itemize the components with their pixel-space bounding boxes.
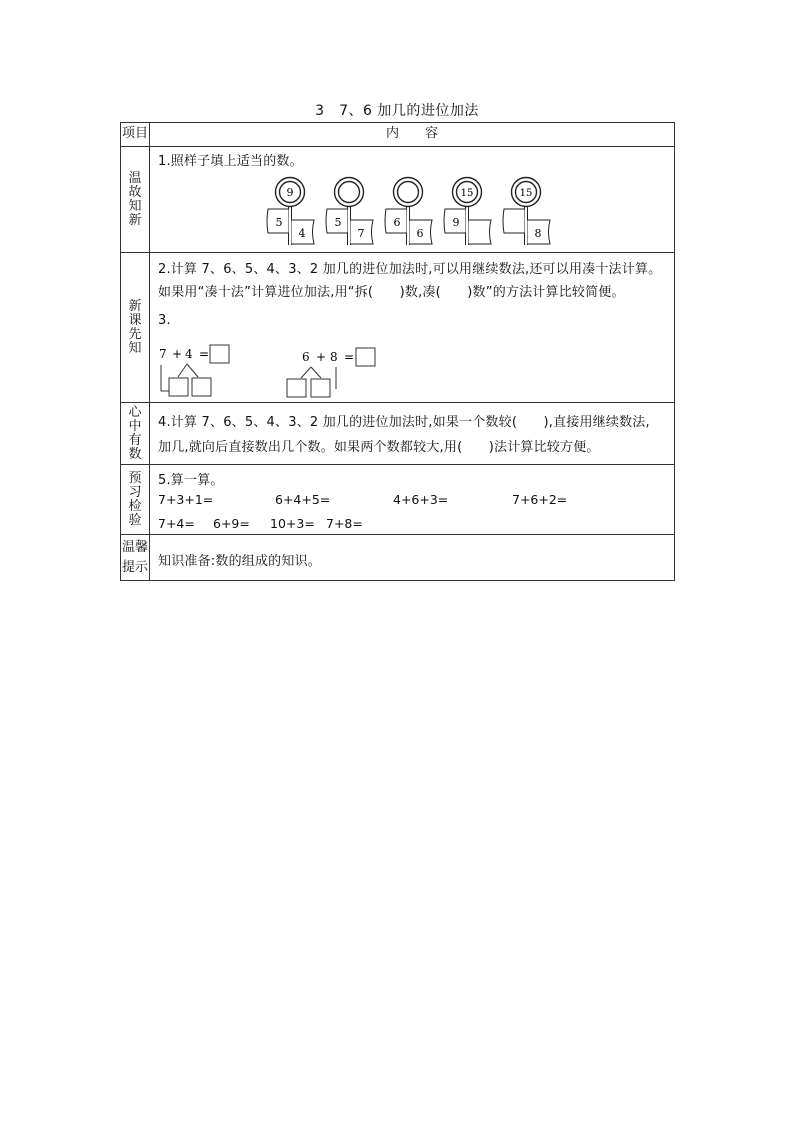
calc-2-3: 10+3= [270,516,315,531]
eq1-eq: = [199,347,210,361]
eq1-answer-box[interactable] [210,345,229,363]
calc-1-1: 7+3+1= [158,492,214,507]
eq1-split-box-left[interactable] [169,378,188,396]
eq2-split-box-left[interactable] [287,379,306,397]
question-3: 3. [158,313,171,328]
eq2-b: 8 [330,350,338,364]
lollipop-left-number: 9 [452,216,460,229]
eq2-split-line-left [301,367,311,378]
question-1: 1.照样子填上适当的数。 [158,154,303,169]
eq1-op: + [172,347,183,361]
header-row [121,123,675,147]
header-col-item: 项目 [121,123,150,147]
question-4-line-1: 4.计算 7、6、5、4、3、2 加几的进位加法时,如果一个数较( ),直接用继续数法, [158,415,650,430]
lollipop-left-number: 6 [393,216,401,229]
lollipop-left-number: 5 [275,216,283,229]
row-tip [121,535,675,581]
row-key-points [121,403,675,465]
lollipop-inner-ring [339,182,360,203]
eq1-split-line-right [187,364,198,377]
question-2-line-2: 如果用“凑十法”计算进位加法,用“拆( )数,凑( )数”的方法计算比较简便。 [158,285,625,300]
row-content-key-points [150,403,675,465]
eq2-a: 6 [302,350,310,364]
lollipop-flag-left [503,209,525,233]
eq1-split-line-left [178,364,187,377]
lollipop-top-number: 9 [286,186,294,199]
lollipop-figures [268,177,542,247]
calc-2-2: 6+9= [213,516,250,531]
row-content-tip [150,535,675,581]
question-2-line-1: 2.计算 7、6、5、4、3、2 加几的进位加法时,可以用继续数法,还可以用凑十法计算。 [158,262,662,277]
calc-1-4: 7+6+2= [512,492,568,507]
lollipop-top-number: 15 [519,188,533,199]
lollipop-1 [267,178,314,246]
row-label-preview-check: 预 习 检 验 [121,465,150,535]
row-new-lesson [121,253,675,403]
lollipop-inner-ring [398,182,419,203]
lollipop-left-number: 5 [334,216,342,229]
question-5: 5.算一算。 [158,473,224,488]
calc-1-2: 6+4+5= [275,492,331,507]
page-title: 3 7、6 加几的进位加法 [315,103,479,119]
equation-diagrams [156,341,396,401]
calc-2-1: 7+4= [158,516,195,531]
row-label-review: 温 故 知 新 [121,147,150,253]
lollipop-3 [385,178,432,246]
calc-2-4: 7+8= [326,516,363,531]
eq2-op: + [316,350,327,364]
row-label-new-lesson: 新 课 先 知 [121,253,150,403]
row-preview-check [121,465,675,535]
lollipop-right-number: 8 [534,227,542,240]
row-label-tip: 温馨 提示 [121,535,150,581]
lollipop-5 [503,178,550,246]
lollipop-top-number: 15 [460,188,474,199]
row-review [121,147,675,253]
lollipop-2 [326,178,373,246]
eq1-a: 7 [159,347,167,361]
row-content-review [150,147,675,253]
lollipop-flag-right [469,220,492,244]
calc-1-3: 4+6+3= [393,492,449,507]
tip-text: 知识准备:数的组成的知识。 [158,554,321,569]
row-label-key-points: 心 中 有 数 [121,403,150,465]
lollipop-right-number: 6 [416,227,424,240]
eq2-answer-box[interactable] [356,348,375,366]
eq1-b: 4 [185,347,193,361]
eq1-split-box-right[interactable] [192,378,211,396]
eq2-split-line-right [311,367,321,378]
row-content-new-lesson [150,253,675,403]
lollipop-right-number: 4 [298,227,306,240]
eq1-bracket-line [161,365,169,391]
question-4-line-2: 加几,就向后直接数出几个数。如果两个数都较大,用( )法计算比较方便。 [158,440,600,455]
header-col-content: 内 容 [150,123,675,147]
eq2-split-box-right[interactable] [311,379,330,397]
lollipop-4 [444,178,491,246]
lollipop-right-number: 7 [357,227,365,240]
lesson-table [120,122,675,581]
eq2-eq: = [344,350,355,364]
row-content-preview-check [150,465,675,535]
